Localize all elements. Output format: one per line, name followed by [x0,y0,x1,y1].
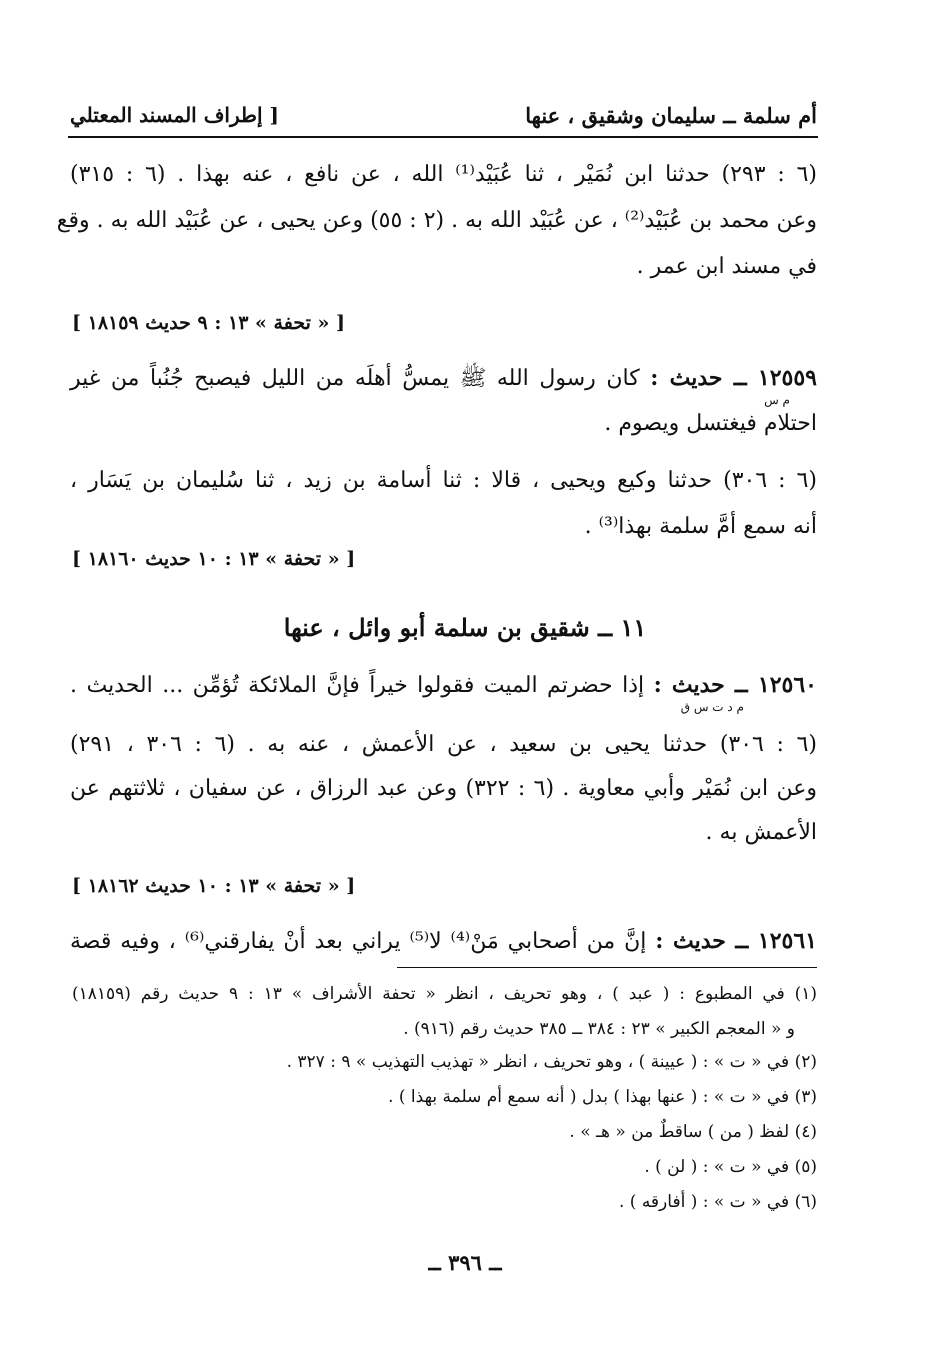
footnote-rule [397,967,817,968]
text-line: في مسند ابن عمر . [636,254,817,279]
hadith-text: كان رسول الله ﷺ يمسُّ أهلَه من الليل فيصبح جُنُباً من غير [70,366,640,391]
hadith-text: إذا حضرتم الميت فقولوا خيراً فإنَّ الملائكة تُؤمِّن ... الحديث . [70,673,645,698]
hadith-sigla: م د ت س ق [680,700,744,714]
text-line: (٦ : ٣٠٦) حدثنا يحيى بن سعيد ، عن الأعمش ، عنه به . (٦ : ٣٠٦ ، ٢٩١) [70,732,817,757]
hadith-number: ١٢٥٥٩ ــ حديث : [650,365,817,391]
text-line: احتلام فيغتسل ويصوم . [604,411,817,436]
hadith-sigla: م س [764,393,790,407]
tuhfa-reference: [ « تحفة » ١٣ : ١٠ حديث ١٨١٦٢ ] [72,875,356,897]
footnote: (٣) في « ت » : ( عنها بهذا ) بدل ( أنه سمع أم سلمة بهذا ) . [388,1087,817,1107]
hadith-heading [70,363,817,394]
footnote-continuation: و « المعجم الكبير » ٢٣ : ٣٨٤ ــ ٣٨٥ حديث رقم (٩١٦) . [403,1019,795,1039]
hadith-text: إنَّ من أصحابي مَنْ⁽⁴⁾ لا⁽⁵⁾ يراني بعد أنْ يفارقني⁽⁶⁾ ، وفيه قصة [70,929,647,954]
footnote: (١) في المطبوع : ( عبد ) ، وهو تحريف ، انظر « تحفة الأشراف » ١٣ : ٩ حديث رقم (١٨١٥٩) [72,984,817,1004]
hadith-heading [70,926,817,957]
hadith-number: ١٢٥٦١ ــ حديث : [655,928,817,954]
text-line: وعن ابن نُمَيْر وأبي معاوية . (٦ : ٣٢٢) وعن عبد الرزاق ، عن سفيان ، ثلاثتهم عن [70,776,818,801]
page-number: ــ ٣٩٦ ــ [428,1250,502,1275]
footnote: (٥) في « ت » : ( لن ) . [644,1157,817,1177]
running-header-title: أم سلمة ــ سليمان وشقيق ، عنها [525,103,817,128]
tuhfa-reference: [ « تحفة » ١٣ : ١٠ حديث ١٨١٦٠ ] [72,548,356,570]
text-line: وعن محمد بن عُبَيْد⁽²⁾ ، عن عُبَيْد الله به . (٢ : ٥٥) وعن يحيى ، عن عُبَيْد الله به . وقع [56,208,817,233]
hadith-heading [70,670,817,701]
header-rule [68,136,818,138]
footnote: (٦) في « ت » : ( أفارقه ) . [618,1192,817,1212]
footnote: (٤) لفظ ( من ) ساقطٌ من « هـ » . [569,1122,817,1142]
tuhfa-reference: [ « تحفة » ١٣ : ٩ حديث ١٨١٥٩ ] [72,312,345,334]
text-line: (٦ : ٢٩٣) حدثنا ابن نُمَيْر ، ثنا عُبَيْد⁽¹⁾ الله ، عن نافع ، عنه بهذا . (٦ : ٣١٥) [70,162,817,187]
running-header-book: [ إطراف المسند المعتلي [70,103,279,127]
text-line: أنه سمع أمَّ سلمة بهذا⁽³⁾ . [584,514,817,539]
text-line: (٦ : ٣٠٦) حدثنا وكيع ويحيى ، قالا : ثنا أسامة بن زيد ، ثنا سُليمان بن يَسَار ، [70,468,817,493]
section-title: ١١ ــ شقيق بن سلمة أبو وائل ، عنها [283,613,647,642]
footnote: (٢) في « ت » : ( عيينة ) ، وهو تحريف ، انظر « تهذيب التهذيب » ٩ : ٣٢٧ . [286,1052,817,1072]
hadith-number: ١٢٥٦٠ ــ حديث : [653,672,817,698]
text-line: الأعمش به . [705,820,817,845]
